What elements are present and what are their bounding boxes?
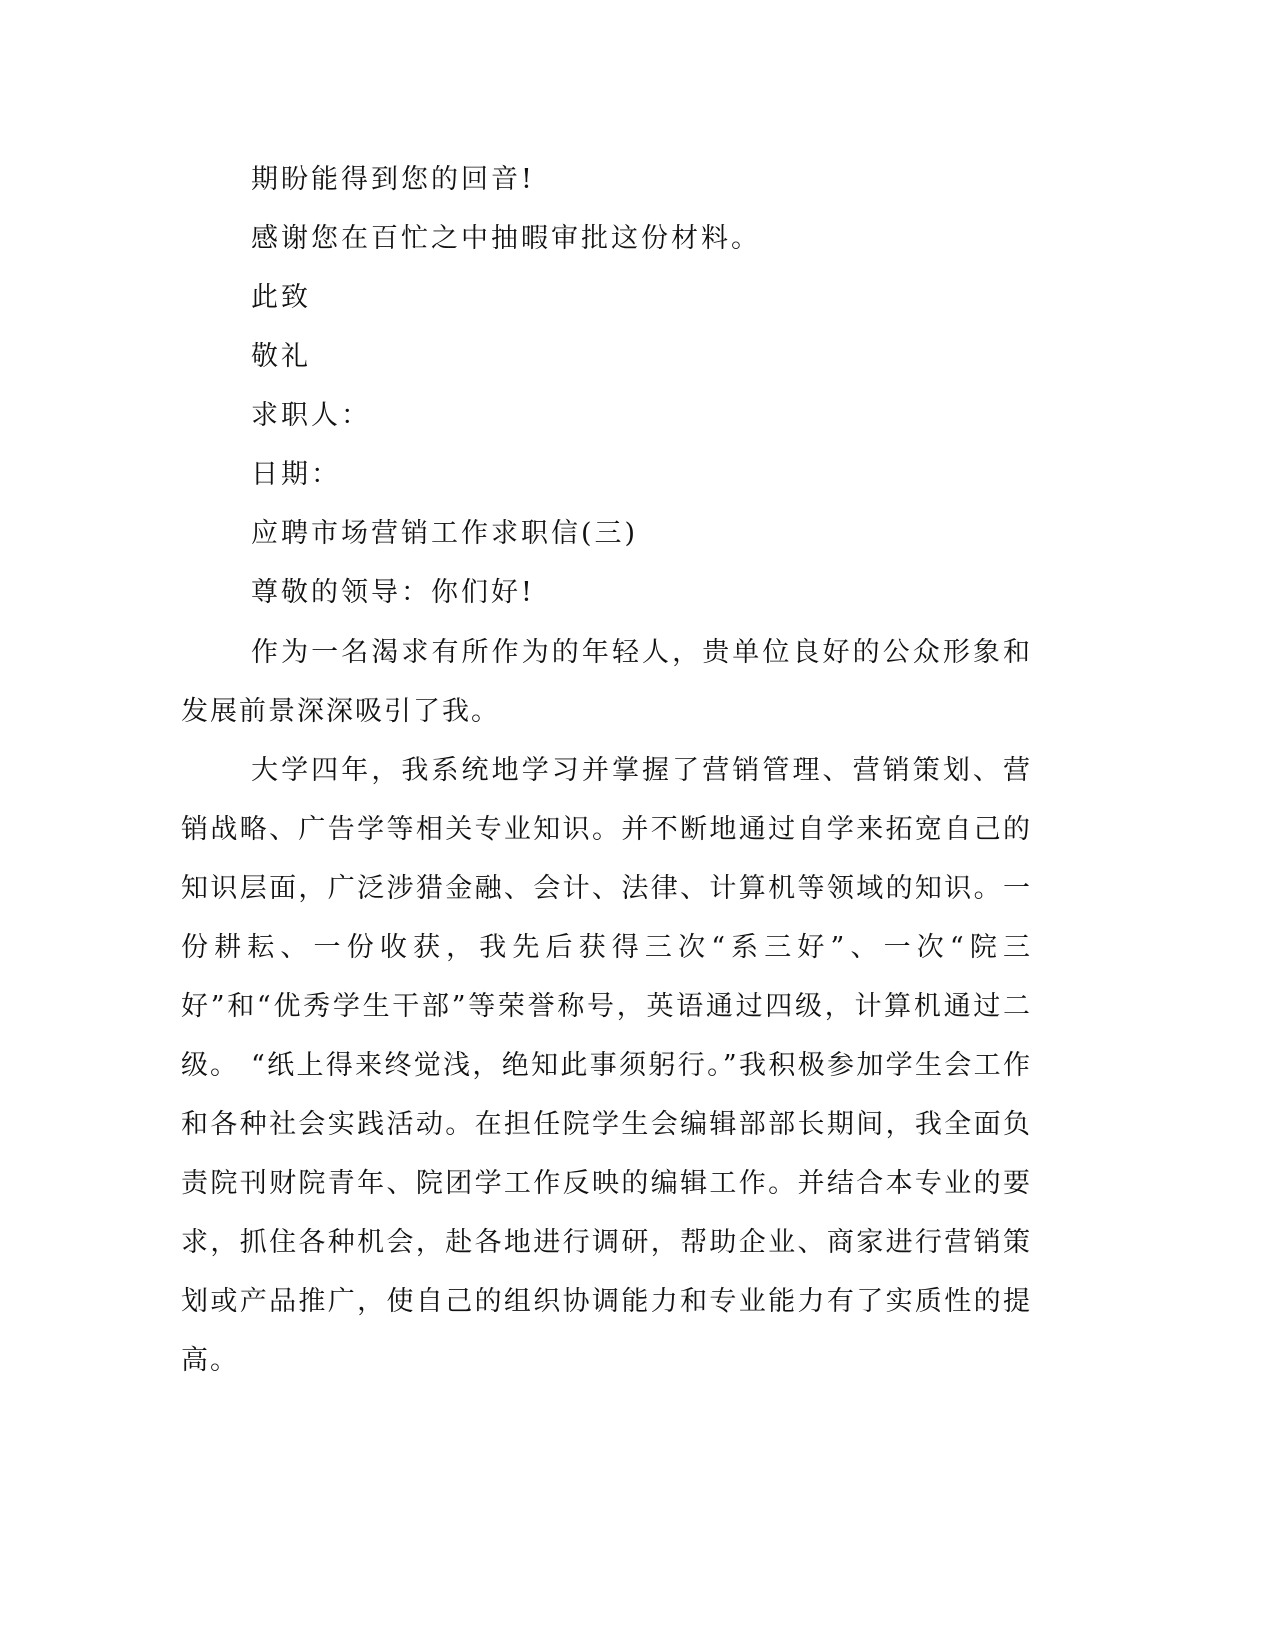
paragraph-intro: 作为一名渴求有所作为的年轻人，贵单位良好的公众形象和发展前景深深吸引了我。 — [181, 637, 1032, 727]
closing-line-cizhi: 此致 — [251, 282, 311, 313]
greeting: 尊敬的领导：你们好! — [251, 577, 535, 608]
letter-title: 应聘市场营销工作求职信(三) — [251, 518, 639, 549]
paragraph-practice: “纸上得来终觉浅，绝知此事须躬行。”我积极参加学生会工作和各种社会实践活动。在担任院学生会编辑部部长期间，我全面负责院刊财院青年、院团学工作反映的编辑工作。并结合本专业的要求，抓住各种机会，赴各地进行调研，帮助企业、商家进行营销策划或产品推广，使自己的组织协调能力和专业能力有了实质性的提高。 — [181, 1050, 1032, 1376]
paragraph-education: 大学四年，我系统地学习并掌握了营销管理、营销策划、营销战略、广告学等相关专业知识。并不断地通过自学来拓宽自己的知识层面，广泛涉猎金融、会计、法律、计算机等领域的知识。一份耕耘、一份收获，我先后获得三次“系三好”、一次“院三好”和“优秀学生干部”等荣誉称号，英语通过四级，计算机通过二级。 — [181, 755, 1032, 1081]
closing-line-hope: 期盼能得到您的回音! — [251, 164, 535, 195]
date-label: 日期： — [251, 459, 341, 490]
applicant-label: 求职人： — [251, 400, 371, 431]
closing-line-thanks: 感谢您在百忙之中抽暇审批这份材料。 — [251, 223, 761, 254]
closing-line-jingli: 敬礼 — [251, 341, 311, 372]
